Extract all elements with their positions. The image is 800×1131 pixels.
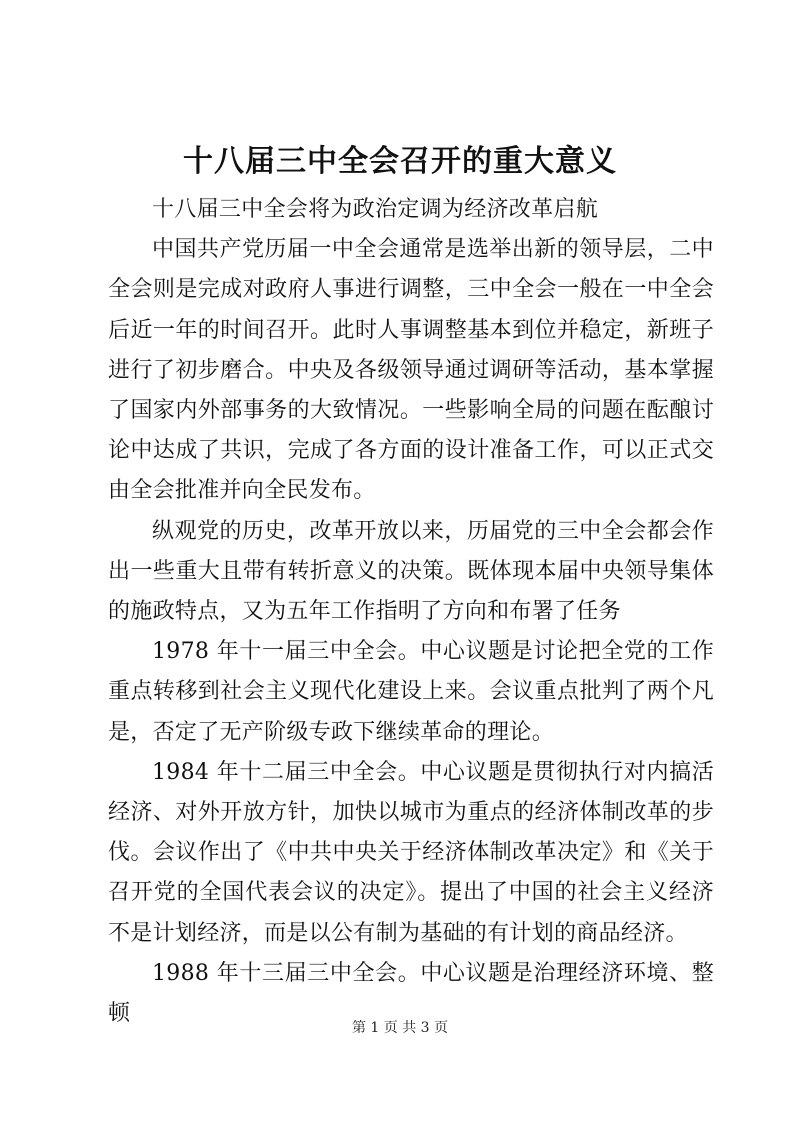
paragraph-1978-plenum: 1978 年十一届三中全会。中心议题是讨论把全党的工作重点转移到社会主义现代化建设上来。会议重点批判了两个凡是，否定了无产阶级专政下继续革命的理论。 — [108, 639, 714, 745]
paragraph-1988-plenum: 1988 年十三届三中全会。中心议题是治理经济环境、整顿 — [108, 960, 714, 1027]
paragraph-plenum-background: 中国共产党历届一中全会通常是选举出新的领导层，二中全会则是完成对政府人事进行调整，三中全会一般在一中全会后近一年的时间召开。此时人事调整基本到位并稳定，新班子进行了初步磨合。中央及各级领导通过调研等活动，基本掌握了国家内外部事务的大致情况。一些影响全局的问题在酝酿讨论中达成了共识，完成了各方面的设计准备工作，可以正式交由全会批准并向全民发布。 — [108, 237, 714, 504]
paragraph-subtitle: 十八届三中全会将为政治定调为经济改革启航 — [152, 197, 599, 222]
paragraph-history-overview: 纵观党的历史，改革开放以来，历届党的三中全会都会作出一些重大且带有转折意义的决策。既体现本届中央领导集体的施政特点，又为五年工作指明了方向和布署了任务 — [108, 518, 714, 625]
document-body — [108, 190, 714, 1034]
page-number-footer: 第 1 页 共 3 页 — [351, 1020, 449, 1036]
paragraph-1984-plenum: 1984 年十二届三中全会。中心议题是贯彻执行对内搞活经济、对外开放方针，加快以城市为重点的经济体制改革的步伐。会议作出了《中共中央关于经济体制改革决定》和《关于召开党的全国代表会议的决定》。提出了中国的社会主义经济不是计划经济，而是以公有制为基础的有计划的商品经济。 — [108, 759, 714, 946]
document-title: 十八届三中全会召开的重大意义 — [183, 144, 617, 179]
